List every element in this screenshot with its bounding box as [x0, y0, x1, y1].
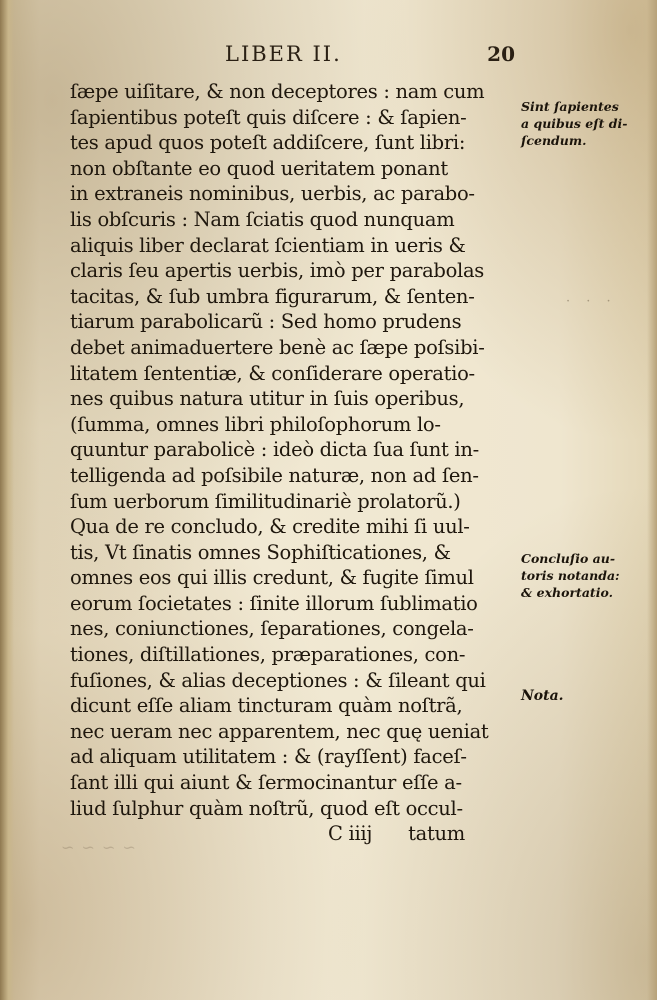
margin-note-line: Sint ſapientes	[521, 99, 619, 114]
text-line: eorum ſocietates : ſinite illorum ſublimatio	[70, 591, 478, 615]
text-line: tacitas, & ſub umbra figurarum, & ſenten-	[70, 284, 475, 308]
faint-margin-marks: · · ·	[566, 294, 617, 309]
text-line: dicunt eſſe aliam tincturam quàm noſtrã,	[70, 694, 463, 718]
text-line: nec ueram nec apparentem, nec quę ueniat	[70, 719, 489, 743]
text-line: liud ſulphur quàm noſtrũ, quod eſt occul-	[70, 796, 463, 820]
text-line: (ſumma, omnes libri philoſophorum lo-	[70, 412, 441, 436]
text-line: quuntur parabolicè : ideò dicta ſua ſunt in-	[70, 438, 479, 462]
signature-mark: C iiij	[328, 822, 373, 846]
footer-line	[70, 821, 520, 847]
text-line: tiarum parabolicarũ : Sed homo prudens	[70, 310, 462, 334]
text-line: ſant illi qui aiunt & ſermocinantur eſſe a-	[70, 771, 462, 795]
margin-note-conclusion	[521, 550, 651, 601]
page-number: 20	[487, 42, 515, 66]
text-line: nes, coniunctiones, ſeparationes, congela-	[70, 617, 474, 641]
text-line: litatem ſententiæ, & conſiderare operatio-	[70, 361, 475, 385]
text-line: Qua de re concludo, & credite mihi ſi uul-	[70, 515, 470, 539]
margin-note-nota	[521, 688, 651, 705]
text-line: telligenda ad poſsibile naturæ, non ad ſen-	[70, 463, 479, 487]
text-line: omnes eos qui illis credunt, & fugite ſimul	[70, 566, 474, 590]
text-line: debet animaduertere benè ac ſæpe poſsibi-	[70, 335, 485, 359]
running-head	[225, 42, 515, 76]
text-line: non obſtante eo quod ueritatem ponant	[70, 156, 448, 180]
catchword: tatum	[408, 822, 465, 846]
text-line: tis, Vt ſinatis omnes Sophiſticationes, &	[70, 540, 451, 564]
text-line: ſæpe uiſitare, & non deceptores : nam cum	[70, 80, 485, 103]
text-line: ſapientibus poteſt quis diſcere : & ſapien-	[70, 105, 467, 129]
text-line: fuſiones, & alias deceptiones : & ſileant qui	[70, 668, 486, 692]
text-line: aliquis liber declarat ſcientiam in ueris &	[70, 233, 466, 257]
ink-bleed-through: ~ ~ ~ ~	[60, 838, 136, 857]
margin-note-line: toris notanda:	[521, 568, 620, 583]
text-line: tiones, diſtillationes, præparationes, con-	[70, 643, 466, 667]
running-title: LIBER II.	[225, 42, 342, 66]
text-line: in extraneis nominibus, uerbis, ac parabo-	[70, 182, 475, 206]
text-line: lis obſcuris : Nam ſciatis quod nunquam	[70, 207, 455, 231]
margin-note-line: Nota.	[521, 688, 564, 704]
margin-note-wise-teachers	[521, 98, 651, 149]
margin-note-line: ſcendum.	[521, 133, 587, 148]
text-line: nes quibus natura utitur in ſuis operibus,	[70, 387, 465, 411]
text-line: ad aliquam utilitatem : & (rayſſent) faceſ-	[70, 745, 467, 769]
margin-note-line: a quibus eſt di-	[521, 116, 628, 131]
margin-note-line: & exhortatio.	[521, 585, 613, 600]
margin-note-line: Concluſio au-	[521, 551, 616, 566]
main-text-block	[70, 79, 520, 847]
text-line: tes apud quos poteſt addiſcere, ſunt libri:	[70, 131, 466, 155]
text-line: ſum uerborum ſimilitudinariè prolatorũ.)	[70, 489, 461, 513]
text-line: claris ſeu apertis uerbis, imò per parabolas	[70, 259, 485, 283]
